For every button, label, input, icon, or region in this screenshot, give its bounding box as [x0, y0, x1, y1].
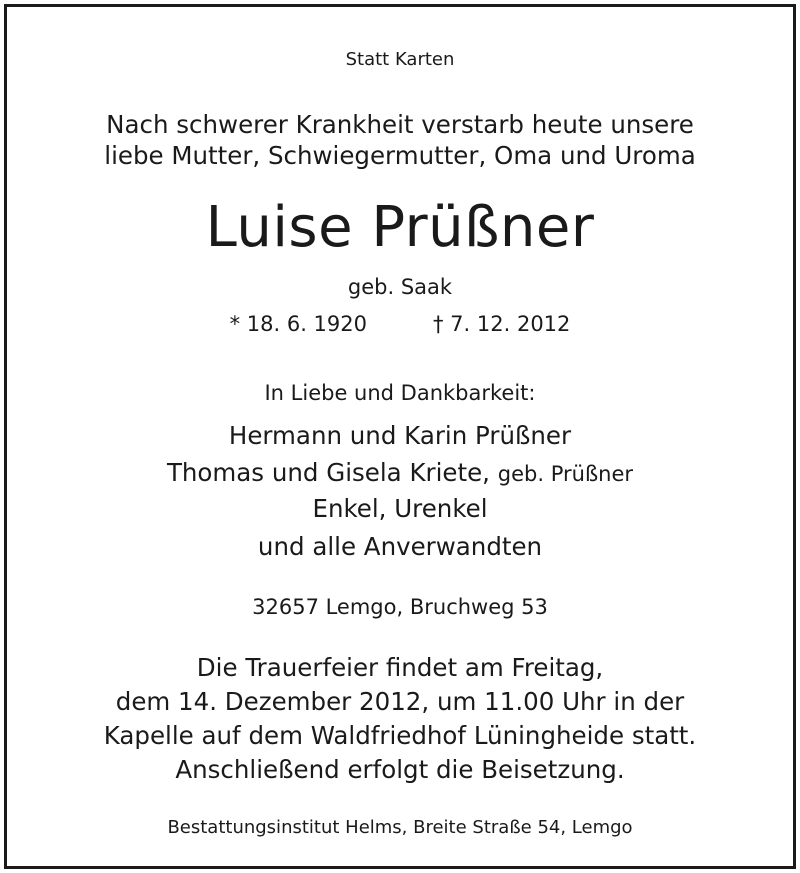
mourner-line-2-main: Thomas und Gisela Kriete, [166, 458, 490, 487]
mourner-line-1: Hermann und Karin Prüßner [228, 421, 572, 450]
mourner-line-3: Enkel, Urenkel [312, 494, 488, 523]
mourners-intro: In Liebe und Dankbarkeit: [264, 381, 536, 405]
maiden-name: geb. Saak [347, 275, 453, 299]
ceremony-line-2: dem 14. Dezember 2012, um 11.00 Uhr in der [115, 687, 685, 716]
header-text: Statt Karten [345, 49, 455, 70]
mourner-line-2-suffix: geb. Prüßner [497, 462, 634, 486]
mourner-line-4: und alle Anverwandten [257, 532, 543, 561]
intro-line-2: liebe Mutter, Schwiegermutter, Oma und Uroma [104, 141, 696, 170]
ceremony-line-3: Kapelle auf dem Waldfriedhof Lüningheide statt. [103, 721, 697, 750]
death-date: † 7. 12. 2012 [433, 312, 571, 336]
ceremony-line-1: Die Trauerfeier findet am Freitag, [196, 653, 604, 682]
ceremony-line-4: Anschließend erfolgt die Beisetzung. [175, 755, 625, 784]
address: 32657 Lemgo, Bruchweg 53 [252, 595, 548, 619]
birth-date: * 18. 6. 1920 [229, 312, 367, 336]
deceased-name: Luise Prüßner [205, 195, 595, 260]
mourner-line-2 [0, 458, 800, 487]
intro-line-1: Nach schwerer Krankheit verstarb heute unsere [106, 110, 694, 139]
life-dates [0, 314, 800, 335]
undertaker-info: Bestattungsinstitut Helms, Breite Straße 54, Lemgo [167, 817, 633, 838]
